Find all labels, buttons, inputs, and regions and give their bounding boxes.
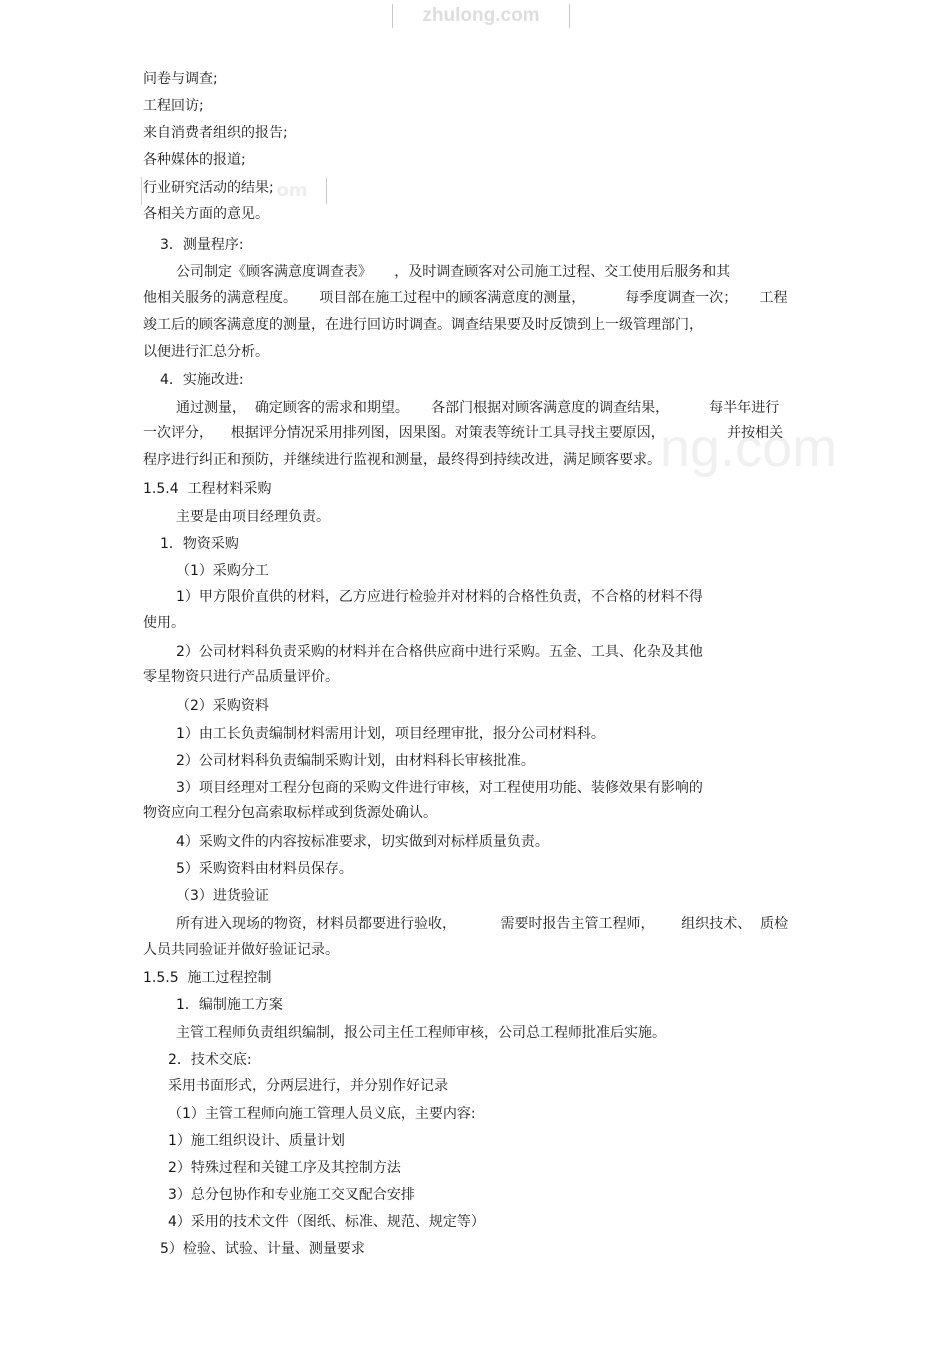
text-line: 4）采购文件的内容按标准要求，切实做到对标样质量负责。	[176, 834, 549, 850]
list-item: 4）采用的技术文件（图纸、标准、规范、规定等）	[168, 1214, 485, 1230]
text-line: 公司制定《顾客满意度调查表》 ，及时调查顾客对公司施工过程、交工使用后服务和其	[176, 264, 731, 280]
text-line: 2）公司材料科负责编制采购计划，由材料科长审核批准。	[176, 753, 535, 769]
watermark-big: ng.com	[660, 418, 838, 478]
text-line: 1）由工长负责编制材料需用计划，项目经理审批，报分公司材料科。	[176, 726, 605, 742]
text-line: 问卷与调查;	[143, 71, 218, 87]
subsection-heading: （3）进货验证	[176, 888, 269, 904]
text-line: 使用。	[143, 615, 185, 631]
text-line: 以便进行汇总分析。	[143, 344, 269, 360]
subsection-heading: （1）采购分工	[176, 563, 269, 579]
text-line: 1）甲方限价直供的材料，乙方应进行检验并对材料的合格性负责，不合格的材料不得	[176, 589, 703, 605]
text-line: 通过测量， 确定顾客的需求和期望。 各部门根据对顾客满意度的调查结果， 每半年进行	[176, 400, 780, 416]
text-line: 2）公司材料科负责采购的材料并在合格供应商中进行采购。五金、工具、化杂及其他	[176, 644, 703, 660]
text-line: 零星物资只进行产品质量评价。	[143, 669, 339, 685]
text-line: 物资应向工程分包高索取标样或到货源处确认。	[143, 805, 437, 821]
section-heading: 1.5.4 工程材料采购	[143, 481, 272, 497]
text-line: 主要是由项目经理负责。	[176, 509, 330, 525]
text-line: 人员共同验证并做好验证记录。	[143, 942, 339, 958]
watermark-mid: om	[258, 178, 327, 204]
section-heading: 3．测量程序:	[160, 237, 244, 253]
text-line: 工程回访;	[143, 98, 204, 114]
text-line: 各种媒体的报道;	[143, 152, 246, 168]
text-line: 行业研究活动的结果;	[143, 180, 274, 196]
text-line: 一次评分， 根据评分情况采用排列图，因果图。对策表等统计工具寻找主要原因， 并按相关	[143, 425, 784, 441]
list-item: 5）检验、试验、计量、测量要求	[160, 1241, 365, 1257]
watermark-top: zhulong.com	[392, 4, 570, 28]
subsection-heading: 1．编制施工方案	[176, 997, 283, 1013]
text-line: 来自消费者组织的报告;	[143, 125, 288, 141]
subsection-heading: 1．物资采购	[160, 536, 239, 552]
list-item: 2）特殊过程和关键工序及其控制方法	[168, 1160, 401, 1176]
text-line: 3）项目经理对工程分包商的采购文件进行审核，对工程使用功能、装修效果有影响的	[176, 780, 703, 796]
text-line: 主管工程师负责组织编制，报公司主任工程师审核，公司总工程师批准后实施。	[176, 1025, 666, 1041]
list-item: 1）施工组织设计、质量计划	[168, 1133, 345, 1149]
text-line: 程序进行纠正和预防，并继续进行监视和测量，最终得到持续改进，满足顾客要求。	[143, 452, 661, 468]
subsection-heading: （2）采购资料	[176, 698, 269, 714]
text-line: 5）采购资料由材料员保存。	[176, 861, 353, 877]
list-item: 3）总分包协作和专业施工交叉配合安排	[168, 1187, 415, 1203]
text-line: 采用书面形式，分两层进行，并分别作好记录	[168, 1078, 448, 1094]
text-line: 竣工后的顾客满意度的测量，在进行回访时调查。调查结果要及时反馈到上一级管理部门，	[143, 317, 703, 333]
text-line: （1）主管工程师向施工管理人员义底，主要内容:	[168, 1106, 476, 1122]
text-line: 所有进入现场的物资，材料员都要进行验收， 需要时报告主管工程师， 组织技术、 质检	[176, 916, 789, 932]
text-line: 各相关方面的意见。	[143, 206, 269, 222]
text-line: 他相关服务的满意程度。 项目部在施工过程中的顾客满意度的测量， 每季度调查一次； 工程	[143, 290, 788, 306]
subsection-heading: 2．技术交底:	[168, 1052, 252, 1068]
section-heading: 4．实施改进:	[160, 372, 244, 388]
section-heading: 1.5.5 施工过程控制	[143, 970, 272, 986]
